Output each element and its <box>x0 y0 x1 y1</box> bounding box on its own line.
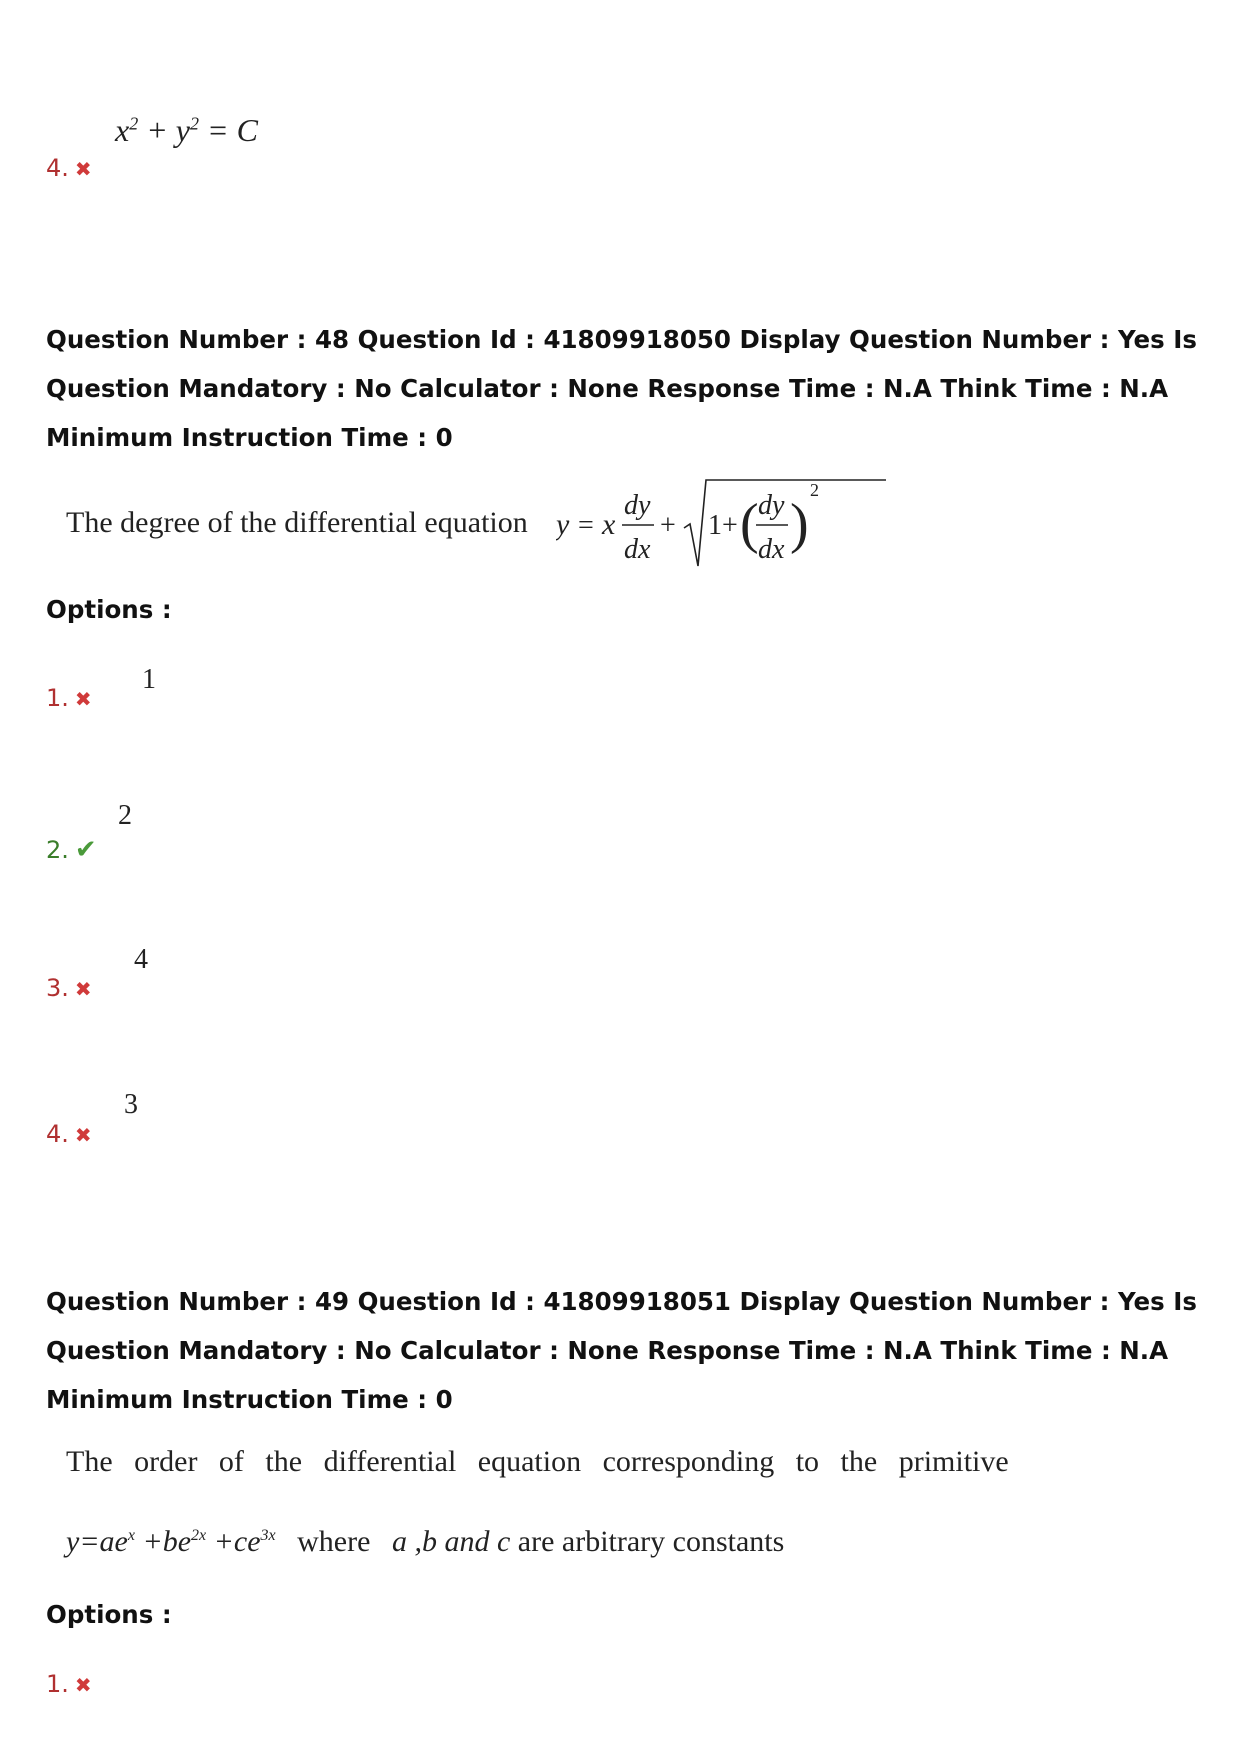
option-number: 3. <box>46 974 69 1002</box>
svg-text:2: 2 <box>810 480 819 500</box>
svg-text:x: x <box>602 508 616 541</box>
option-number: 4. <box>46 1120 69 1148</box>
q48-option-2 <box>46 835 97 865</box>
q49-option-1 <box>46 1670 92 1698</box>
q48-option-4 <box>46 1120 92 1148</box>
cross-icon: ✖ <box>74 1123 92 1147</box>
cross-icon: ✖ <box>74 687 92 711</box>
prev-option-4-formula: $x^2 + y^2 = C$ <box>115 112 258 148</box>
q48-option-4-value: 3 <box>124 1089 138 1120</box>
option-number: 4. <box>46 154 69 182</box>
svg-text:=: = <box>578 510 594 541</box>
question-48-text <box>66 470 866 570</box>
option-number: 1. <box>46 684 69 712</box>
question-49-text-suffix: are arbitrary constants <box>517 1525 785 1558</box>
primitive-formula: $y=ae^x +be^{2x} +ce^{3x}$ <box>66 1525 276 1558</box>
svg-text:(: ( <box>740 493 759 555</box>
differential-equation-formula <box>556 470 896 570</box>
option-number: 2. <box>46 836 69 864</box>
cross-icon: ✖ <box>74 977 92 1001</box>
constants-formula: a ,b and c <box>391 1525 511 1558</box>
question-48-options-label: Options : <box>46 595 172 624</box>
q48-option-2-value: 2 <box>118 800 132 831</box>
prev-option-4 <box>46 154 92 182</box>
option-number: 1. <box>46 1670 69 1698</box>
svg-text:+: + <box>722 510 738 541</box>
svg-text:y: y <box>556 508 570 541</box>
q48-option-1 <box>46 684 92 712</box>
check-icon: ✔ <box>74 835 97 865</box>
where-word: where <box>297 1525 371 1558</box>
question-49-text-line-1: The order of the differential equation corresponding to the primitive <box>66 1445 1009 1478</box>
q48-option-3-value: 4 <box>134 944 148 975</box>
svg-text:dy: dy <box>758 490 785 521</box>
q48-option-3 <box>46 974 92 1002</box>
cross-icon: ✖ <box>74 1673 92 1697</box>
svg-text:+: + <box>660 510 676 541</box>
svg-text:dy: dy <box>624 490 651 521</box>
question-49-meta: Question Number : 49 Question Id : 41809918051 Display Question Number : Yes Is Question Mandatory : No Calculator : None Response Time : N.A Think Time : N.A Minimum Instruction Time : 0 <box>46 1287 1197 1414</box>
question-text: The degree of the differential equation <box>66 506 528 539</box>
cross-icon: ✖ <box>74 157 92 181</box>
q48-option-1-value: 1 <box>142 664 156 695</box>
svg-text:dx: dx <box>758 534 785 565</box>
svg-text:1: 1 <box>708 510 722 541</box>
question-48-meta: Question Number : 48 Question Id : 41809918050 Display Question Number : Yes Is Question Mandatory : No Calculator : None Response Time : N.A Think Time : N.A Minimum Instruction Time : 0 <box>46 325 1197 452</box>
svg-text:): ) <box>790 493 809 555</box>
question-49-text-line-2 <box>66 1525 784 1559</box>
question-49-options-label: Options : <box>46 1600 172 1629</box>
svg-text:dx: dx <box>624 534 651 565</box>
